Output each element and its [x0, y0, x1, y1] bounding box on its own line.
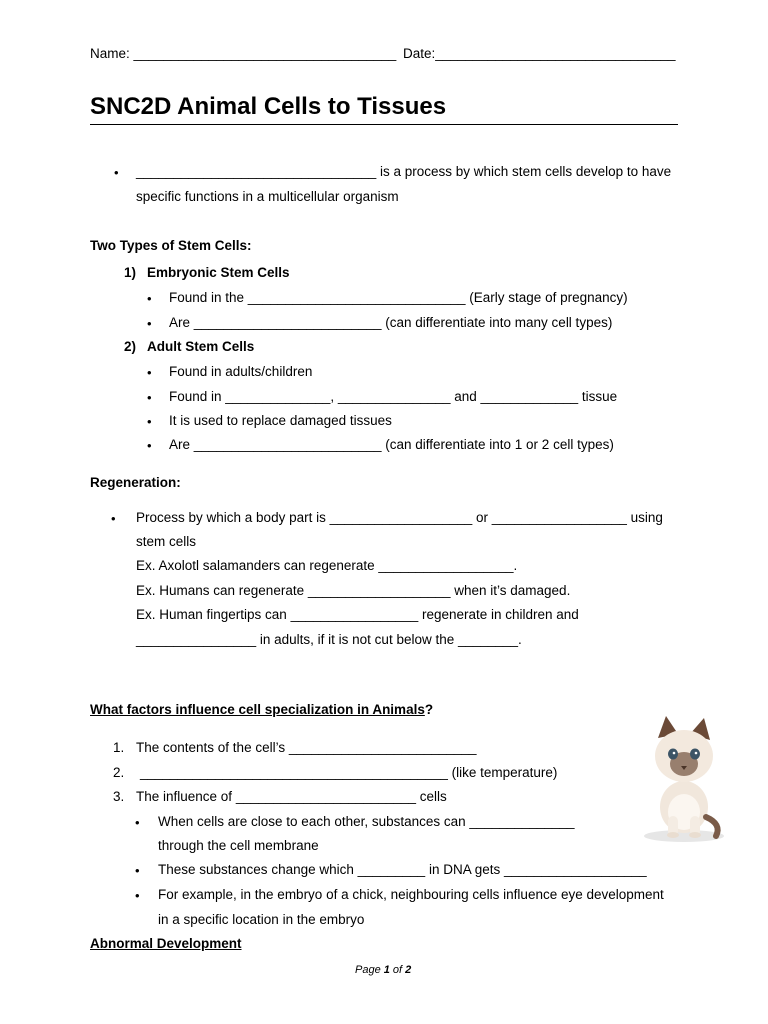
intro-line-2: specific functions in a multicellular organism — [136, 189, 399, 204]
factor-subitem: When cells are close to each other, substances can ______________ — [158, 814, 575, 829]
factor-subitem: in a specific location in the embryo — [158, 912, 365, 927]
factor-subitem: These substances change which _________ in DNA gets ___________________ — [158, 862, 647, 877]
abnormal-development-heading: Abnormal Development — [90, 936, 242, 951]
factors-heading-mark: ? — [424, 702, 434, 717]
page-total: 2 — [405, 964, 412, 976]
regeneration-example: Ex. Humans can regenerate ___________________ when it’s damaged. — [136, 583, 571, 598]
regeneration-example: Ex. Human fingertips can _________________ regenerate in children and — [136, 607, 579, 622]
factor-item: The contents of the cell’s _________________________ — [136, 740, 477, 755]
page-number: 1 — [383, 964, 390, 976]
embryonic-item: Are _________________________ (can differentiate into many cell types) — [169, 315, 613, 330]
adult-number: 2) — [124, 339, 137, 354]
factor-subitem: For example, in the embryo of a chick, neighbouring cells influence eye development — [158, 887, 664, 902]
factors-heading-text: What factors influence cell specialization in Animals — [90, 702, 425, 717]
bullet-icon: • — [147, 365, 152, 380]
bullet-icon: • — [135, 815, 140, 830]
factor-subitem: through the cell membrane — [158, 838, 319, 853]
regeneration-heading: Regeneration: — [90, 475, 181, 490]
factor-number: 2. — [113, 765, 125, 780]
embryonic-label: Embryonic Stem Cells — [147, 265, 290, 280]
bullet-icon: • — [111, 511, 116, 526]
bullet-icon: • — [147, 316, 152, 331]
adult-item: Are _________________________ (can differentiate into 1 or 2 cell types) — [169, 437, 614, 452]
page-title: SNC2D Animal Cells to Tissues — [90, 93, 447, 120]
embryonic-number: 1) — [124, 265, 137, 280]
factors-heading — [90, 702, 433, 717]
bullet-icon: • — [147, 414, 152, 429]
name-field: Name: ___________________________________ — [90, 46, 397, 61]
stem-cells-heading: Two Types of Stem Cells: — [90, 238, 252, 253]
adult-item: It is used to replace damaged tissues — [169, 413, 392, 428]
bullet-icon: • — [147, 438, 152, 453]
regeneration-example: Ex. Axolotl salamanders can regenerate __________________. — [136, 558, 518, 573]
embryonic-item: Found in the _____________________________ (Early stage of pregnancy) — [169, 290, 628, 305]
bullet-icon: • — [147, 291, 152, 306]
factor-item: The influence of ________________________ cells — [136, 789, 447, 804]
bullet-icon: • — [135, 863, 140, 878]
kitten-image — [636, 712, 730, 844]
bullet-icon: • — [147, 390, 152, 405]
title-underline — [90, 124, 678, 125]
adult-label: Adult Stem Cells — [147, 339, 255, 354]
bullet-icon: • — [135, 888, 140, 903]
adult-item: Found in adults/children — [169, 364, 313, 379]
regeneration-line-1: Process by which a body part is ___________________ or __________________ using — [136, 510, 663, 525]
regeneration-line-2: stem cells — [136, 534, 197, 549]
bullet-icon: • — [114, 165, 119, 180]
of-word: of — [389, 964, 406, 976]
date-field: Date:________________________________ — [403, 46, 676, 61]
page-word: Page — [355, 964, 384, 976]
regeneration-example: ________________ in adults, if it is not cut below the ________. — [136, 632, 522, 647]
intro-line-1: ________________________________ is a process by which stem cells develop to have — [136, 164, 672, 179]
adult-item: Found in ______________, _______________ and _____________ tissue — [169, 389, 618, 404]
factor-number: 1. — [113, 740, 125, 755]
factor-number: 3. — [113, 789, 125, 804]
page-footer — [355, 964, 411, 976]
factor-item: _________________________________________ (like temperature) — [140, 765, 558, 780]
